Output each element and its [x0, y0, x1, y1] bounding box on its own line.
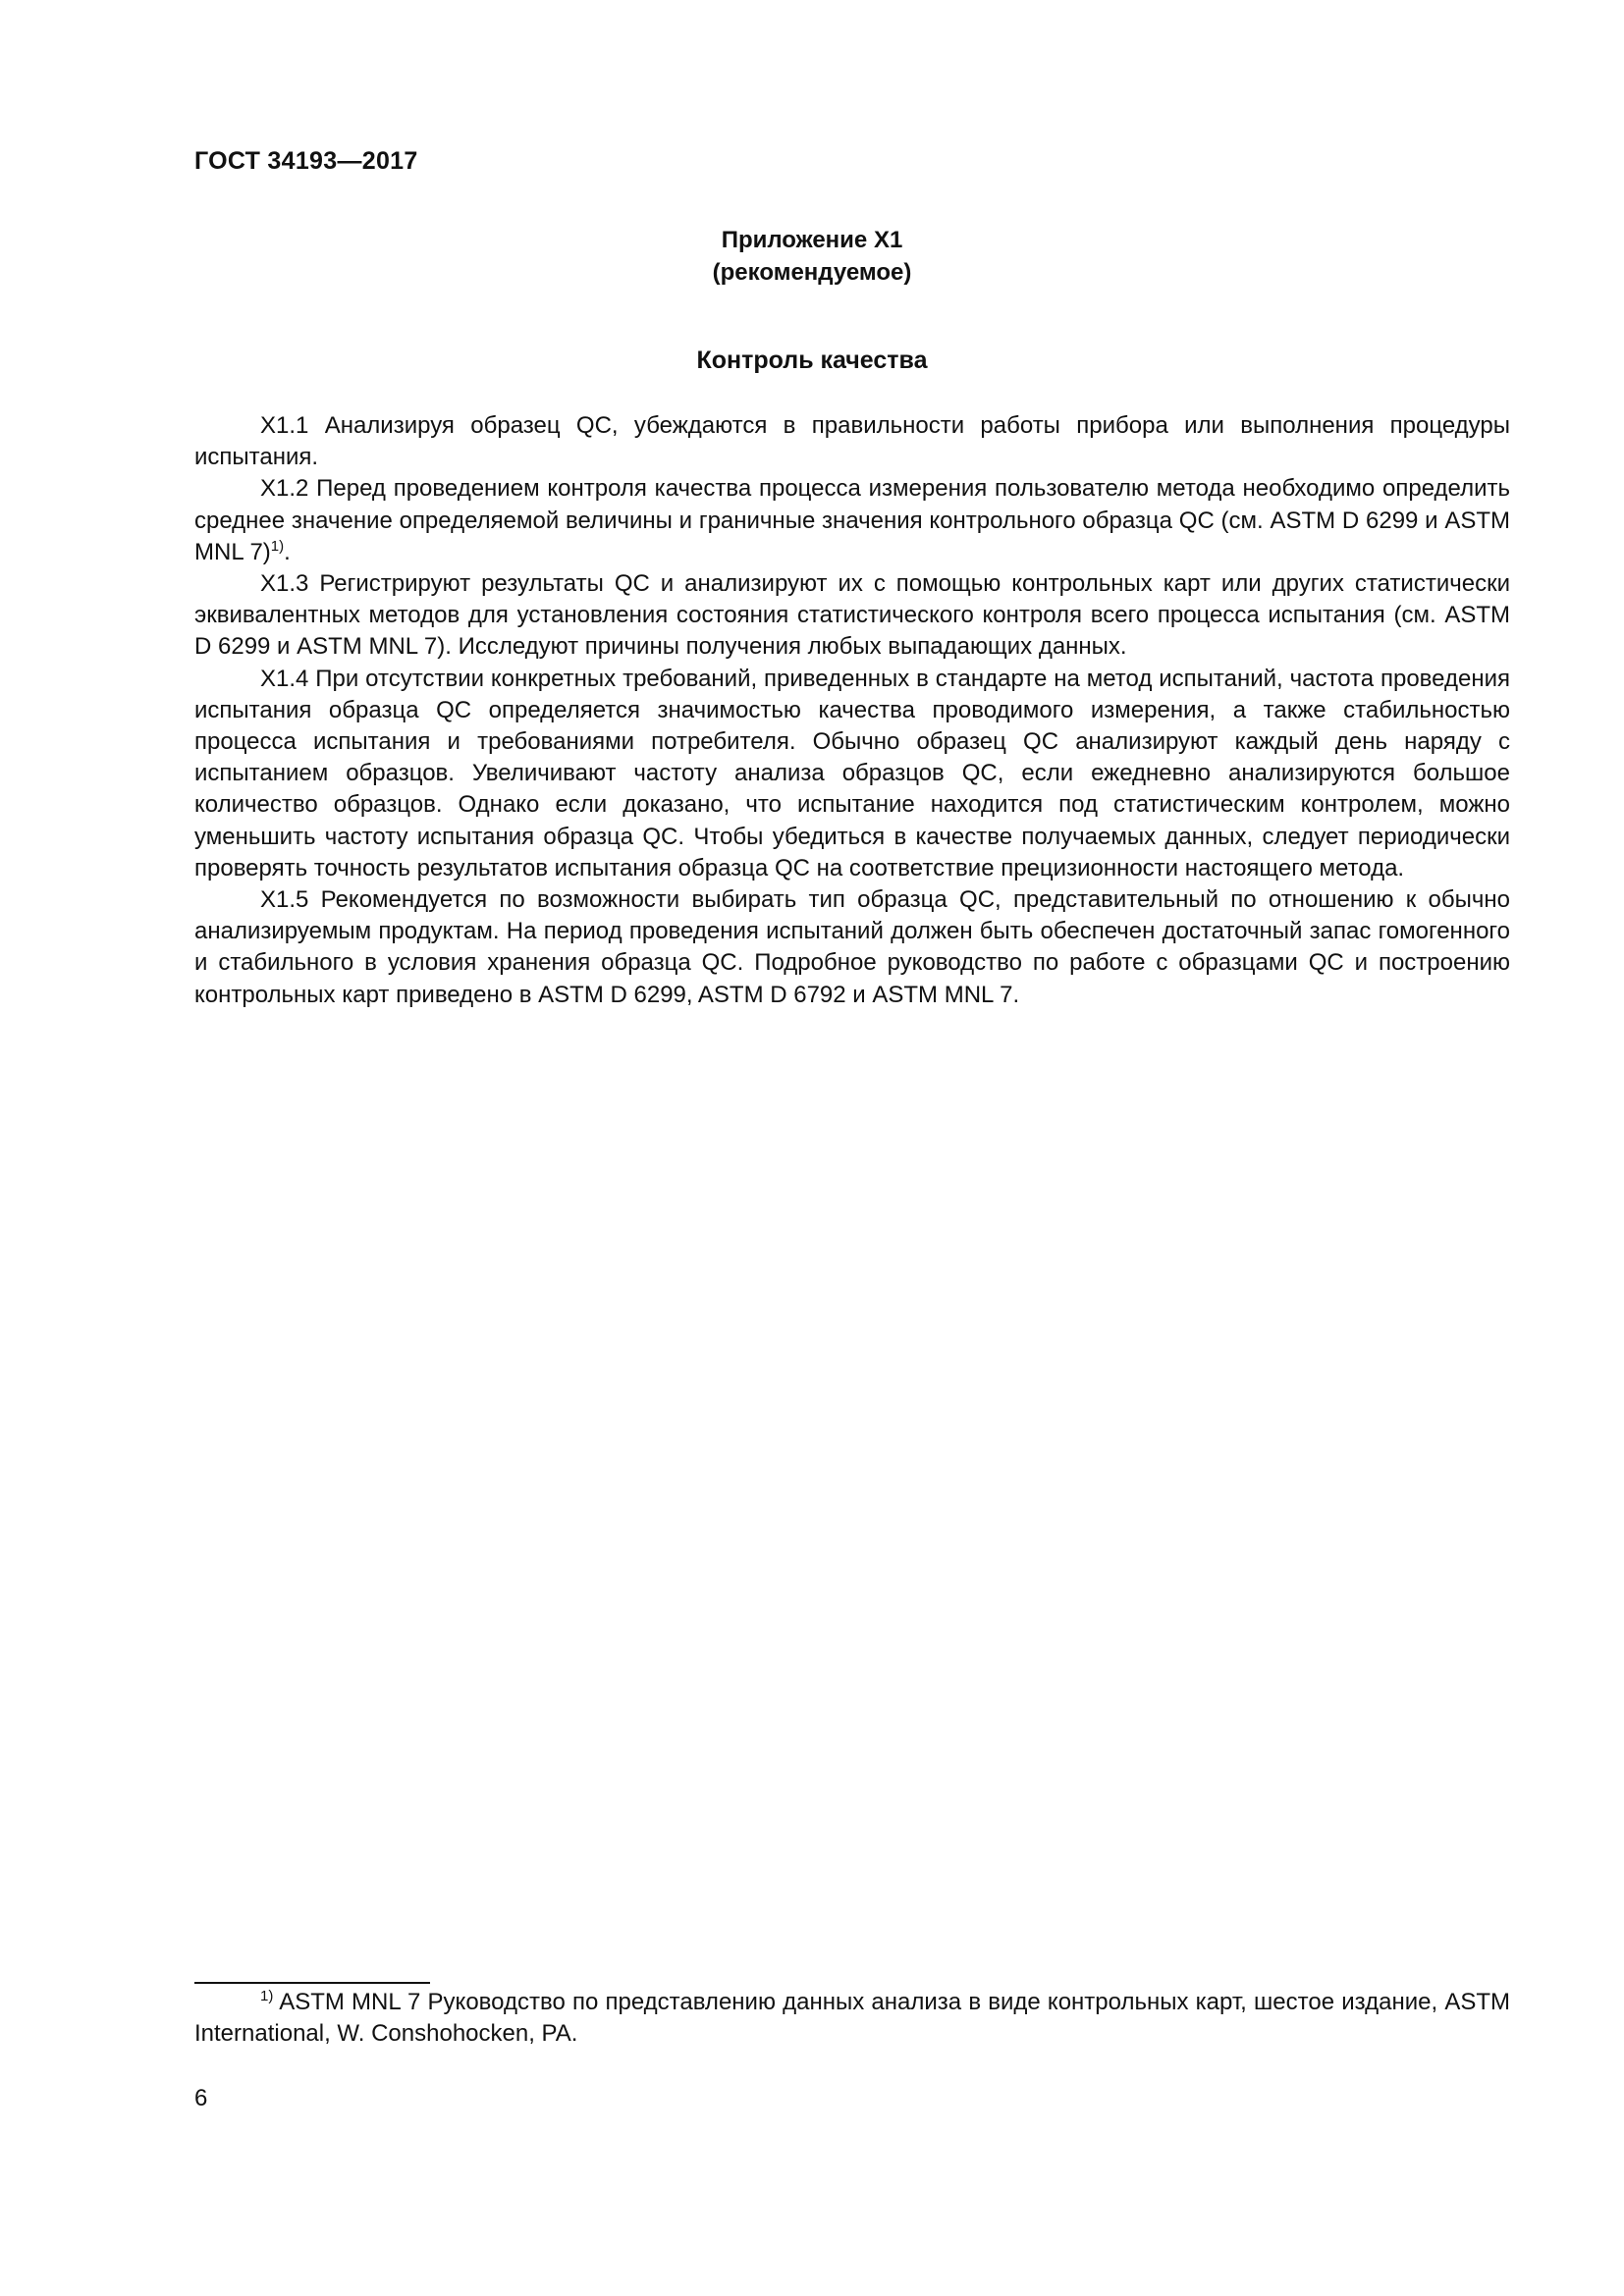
paragraph-x1-5: X1.5 Рекомендуется по возможности выбирать тип образца QC, представительный по отношению к обычно анализируемым продуктам. На период проведения испытаний должен быть обеспечен достаточный запас гомогенного и стабильного в условия хранения образца QC. Подробное руководство по работе с образцами QC и построению контрольных карт приведено в ASTM D 6299, ASTM D 6792 и ASTM MNL 7.: [194, 886, 1510, 1008]
footnote-text: ASTM MNL 7 Руководство по представлению данных анализа в виде контрольных карт, шестое издание, ASTM International, W. Conshohocken, PA.: [194, 1989, 1510, 2047]
footnote: [194, 1987, 1510, 2050]
section-title: Контроль качества: [696, 347, 928, 374]
paragraph-x1-2: [194, 473, 1510, 568]
footnote-separator: [194, 1982, 430, 1984]
footnote-reference: 1): [270, 537, 285, 555]
paragraph-x1-2-text: X1.2 Перед проведением контроля качества процесса измерения пользователю метода необходимо определить среднее значение определяемой величины и граничные значения контрольного образца QC (см. ASTM D 6299 и ASTM MNL 7): [194, 475, 1510, 565]
paragraph-x1-3: X1.3 Регистрируют результаты QC и анализируют их с помощью контрольных карт или других статистически эквивалентных методов для установления состояния статистического контроля всего процесса испытания (см. ASTM D 6299 и ASTM MNL 7). Исследуют причины получения любых выпадающих данных.: [194, 570, 1510, 661]
footnote-marker: 1): [260, 1988, 274, 2004]
annex-status: (рекомендуемое): [712, 259, 912, 286]
paragraph-x1-4: X1.4 При отсутствии конкретных требований, приведенных в стандарте на метод испытаний, частота проведения испытания образца QC определяется значимостью качества проводимого измерения, а также стабильностью процесса испытания и требованиями потребителя. Обычно образец QC анализируют каждый день наряду с испытанием образцов. Увеличивают частоту анализа образцов QC, если ежедневно анализируются большое количество образцов. Однако если доказано, что испытание находится под статистическим контролем, можно уменьшить частоту испытания образца QC. Чтобы убедиться в качестве получаемых данных, следует периодически проверять точность результатов испытания образца QC на соответствие прецизионности настоящего метода.: [194, 665, 1510, 881]
paragraph-x1-1: X1.1 Анализируя образец QC, убеждаются в правильности работы прибора или выполнения процедуры испытания.: [194, 412, 1510, 471]
document-standard-id: ГОСТ 34193—2017: [194, 147, 418, 175]
section-body: [194, 410, 1510, 1011]
footnote-paragraph: [194, 1987, 1510, 2050]
page-number: 6: [194, 2085, 208, 2111]
paragraph-x1-2-end: .: [284, 538, 291, 565]
annex-heading: [0, 224, 1624, 289]
annex-title: Приложение X1: [721, 227, 903, 253]
